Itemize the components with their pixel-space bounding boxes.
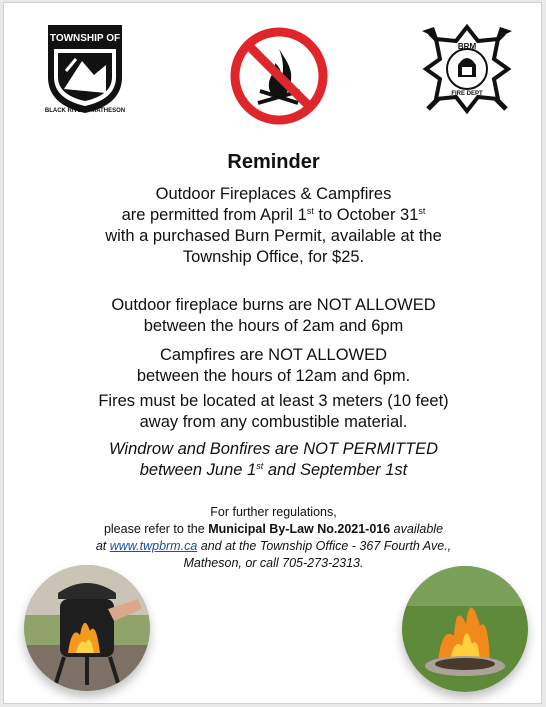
fireplace-rule-line-2: between the hours of 2am and 6pm	[143, 317, 404, 335]
notice-page	[3, 2, 542, 704]
permit-line-4: Township Office, for $25.	[182, 248, 365, 266]
township-logo	[42, 19, 128, 115]
no-fire-icon	[228, 25, 330, 127]
windrow-rule	[4, 439, 542, 481]
permit-line-1: Outdoor Fireplaces & Campfires	[155, 185, 392, 203]
fireplace-rule	[4, 295, 542, 337]
campfire-photo	[402, 566, 528, 692]
township-website-link[interactable]: www.twpbrm.ca	[109, 539, 198, 553]
fire-dept-logo-top-text: BRM	[457, 42, 477, 51]
permit-paragraph	[4, 184, 542, 268]
distance-rule-line-1: Fires must be located at least 3 meters (10 feet)	[98, 392, 449, 410]
fire-dept-logo	[408, 21, 526, 117]
windrow-rule-line-1: Windrow and Bonfires are NOT PERMITTED	[108, 440, 439, 458]
bylaw-reference: Municipal By-Law No.2021-016	[208, 522, 391, 536]
township-logo-top-text: TOWNSHIP OF	[49, 33, 121, 44]
page-title: Reminder	[227, 151, 320, 173]
footer-line-4: Matheson, or call 705-273-2313.	[183, 556, 364, 570]
footer-line-3: at www.twpbrm.ca and at the Township Office - 367 Fourth Ave.,	[95, 539, 452, 553]
permit-line-2: are permitted from April 1st to October 31st	[121, 206, 426, 224]
outdoor-fireplace-photo	[24, 565, 150, 691]
footer-line-2: please refer to the Municipal By-Law No.2021-016 available	[103, 522, 444, 536]
footer-line-1: For further regulations,	[210, 505, 337, 519]
footer-note	[4, 504, 542, 572]
permit-line-3: with a purchased Burn Permit, available at the	[105, 227, 442, 245]
campfire-rule	[4, 345, 542, 387]
distance-rule	[4, 391, 542, 433]
campfire-rule-line-1: Campfires are NOT ALLOWED	[159, 346, 388, 364]
windrow-rule-line-2: between June 1st and September 1st	[139, 461, 408, 479]
township-logo-bottom-text: BLACK RIVER - MATHESON	[44, 108, 126, 114]
campfire-rule-line-2: between the hours of 12am and 6pm.	[136, 367, 411, 385]
fire-dept-logo-bottom-text: FIRE DEPT	[451, 91, 483, 97]
distance-rule-line-2: away from any combustible material.	[139, 413, 408, 431]
fireplace-rule-line-1: Outdoor fireplace burns are NOT ALLOWED	[111, 296, 436, 314]
